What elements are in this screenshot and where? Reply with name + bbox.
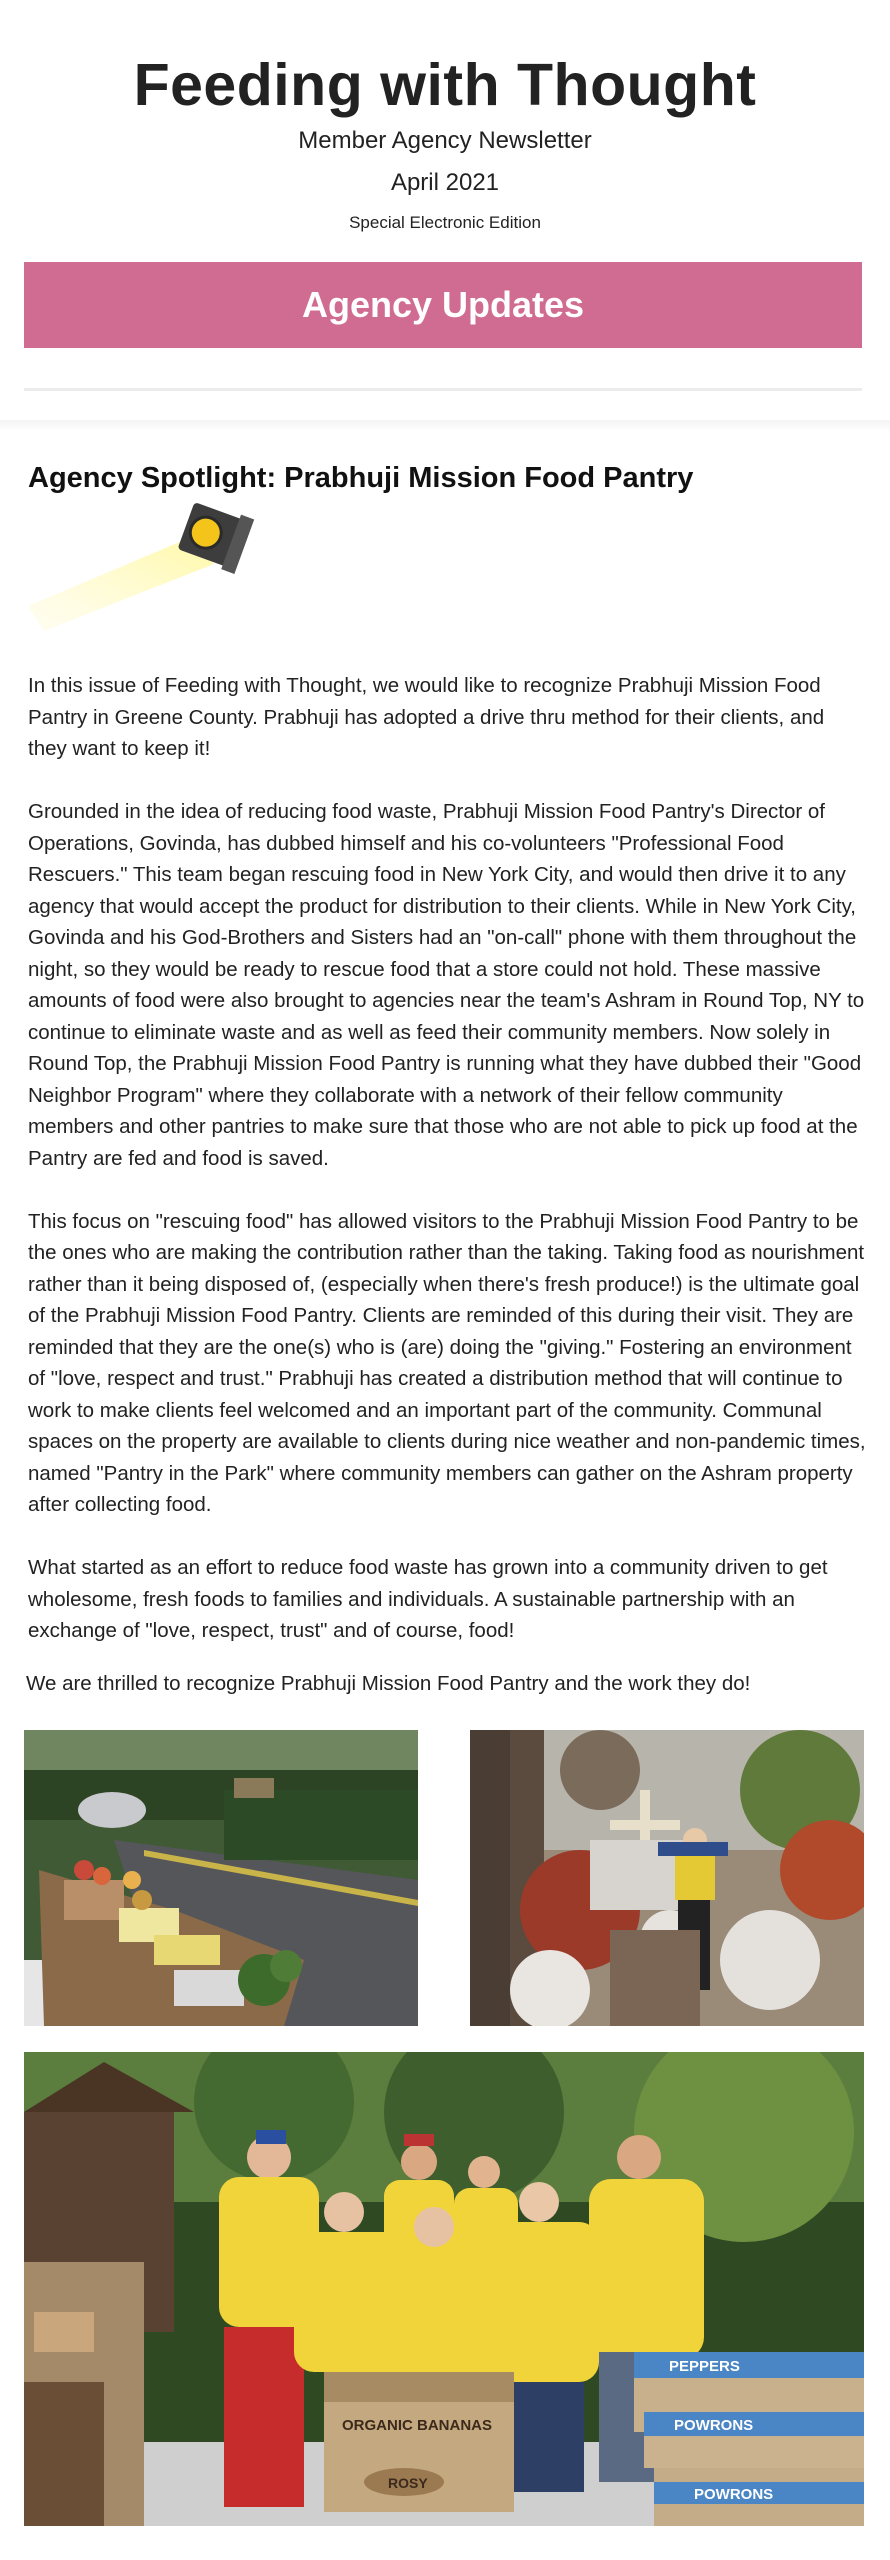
- box-label: PEPPERS: [669, 2358, 740, 2375]
- newsletter-header: [0, 0, 890, 233]
- issue-date: April 2021: [390, 169, 500, 196]
- edition-label: Special Electronic Edition: [349, 213, 541, 232]
- box-label: POWRONS: [694, 2486, 774, 2503]
- volunteer-team-photo: [24, 2052, 864, 2526]
- spotlight-lamp-icon: [24, 496, 264, 636]
- snowy-garden-photo: [470, 1730, 864, 2026]
- box-label: POWRONS: [674, 2417, 754, 2434]
- article-paragraph: Grounded in the idea of reducing food waste, Prabhuji Mission Food Pantry's Director of Operations, Govinda, has dubbed himself and his co-volunteers "Professional Food Rescuers." This team began rescuing food in New York City, and would then drive it to any agency that would accept the product for distribution to their clients. While in New York City, Govinda and his God-Brothers and Sisters had an "on-call" phone with them throughout the night, so they would be ready to rescue food that a store could not hold. These massive amounts of food were also brought to agencies near the team's Ashram in Round Top, NY to continue to eliminate waste and as well as feed their community members. Now solely in Round Top, the Prabhuji Mission Food Pantry is running what they have dubbed their "Good Neighbor Program" where they collaborate with a network of their fellow community members and other pantries to make sure that those who are not able to pick up food at the Pantry are fed and food is saved.: [28, 800, 865, 1170]
- article-paragraph: In this issue of Feeding with Thought, we would like to recognize Prabhuji Mission Food Pantry in Greene County. Prabhuji has adopted a drive thru method for their clients, and they want to keep it!: [28, 674, 825, 760]
- agency-updates-banner: Agency Updates: [24, 262, 862, 348]
- newsletter-subtitle: Member Agency Newsletter: [298, 127, 592, 154]
- produce-roadside-photo: [24, 1730, 418, 2026]
- article-paragraph: This focus on "rescuing food" has allowed visitors to the Prabhuji Mission Food Pantry to be the ones who are making the contribution rather than the taking. Taking food as nourishment rather than it being disposed of, (especially when there's fresh produce!) is the ultimate goal of the Prabhuji Mission Food Pantry. Clients are reminded of this during their visit. They are reminded that they are the one(s) who is (are) doing the "giving." Fostering an environment of "love, respect and trust." Prabhuji has created a distribution method that will continue to work to make clients feel welcomed and an important part of the community. Communal spaces on the property are available to clients during nice weather and non-pandemic times, named "Pantry in the Park" where community members can gather on the Ashram property after collecting food.: [28, 1209, 866, 1516]
- spotlight-article: [28, 670, 868, 1678]
- closing-line: We are thrilled to recognize Prabhuji Mission Food Pantry and the work they do!: [26, 1672, 751, 1695]
- section-divider: [24, 388, 862, 391]
- box-label: ROSY: [388, 2475, 428, 2491]
- article-paragraph: What started as an effort to reduce food waste has grown into a community driven to get wholesome, fresh foods to families and individuals. A sustainable partnership with an exchange of "love, respect, trust" and of course, food!: [28, 1556, 828, 1642]
- section-shadow: [0, 420, 890, 432]
- spotlight-heading: Agency Spotlight: Prabhuji Mission Food Pantry: [28, 462, 694, 494]
- newsletter-title: Feeding with Thought: [133, 52, 757, 118]
- box-label: ORGANIC BANANAS: [342, 2417, 492, 2434]
